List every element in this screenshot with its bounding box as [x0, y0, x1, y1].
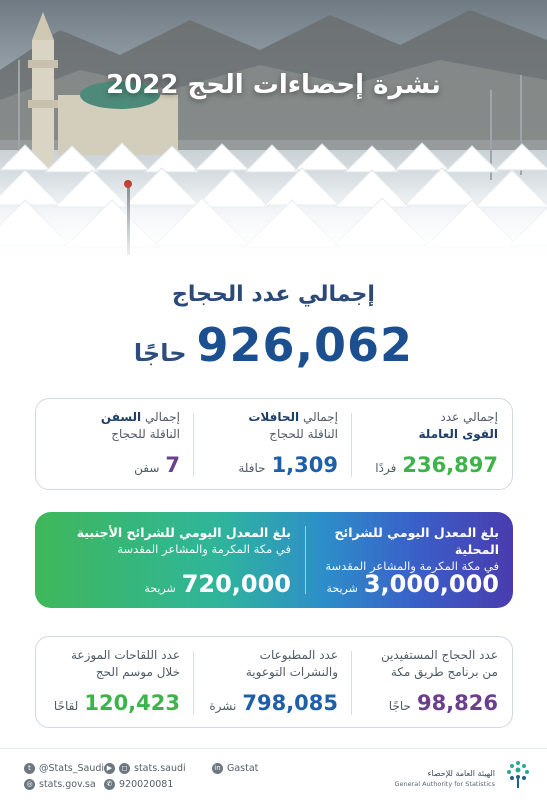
- stat-unit: شريحة: [144, 582, 176, 595]
- stat-value: 236,897: [402, 453, 498, 477]
- footer: [0, 748, 547, 800]
- divider: [305, 526, 306, 594]
- stat-subtitle: في مكة المكرمة والمشاعر المقدسة: [117, 542, 291, 556]
- stat-unit: سفن: [134, 461, 160, 475]
- total-pilgrims-unit: حاجًا: [133, 339, 187, 367]
- stats-card-transport: [35, 398, 513, 490]
- stat-buses: [194, 399, 352, 489]
- phone-link[interactable]: [104, 779, 173, 790]
- stat-label: عدد المطبوعات: [259, 648, 338, 662]
- stat-unit: نشرة: [209, 699, 237, 713]
- gastat-logo: [501, 757, 535, 791]
- instagram-link[interactable]: [104, 763, 186, 774]
- phone-number: 920020081: [119, 779, 174, 790]
- linkedin-handle: Gastat: [227, 763, 259, 774]
- stat-value: 720,000: [181, 570, 291, 598]
- hero-fade-overlay: [0, 180, 547, 270]
- org-name-ar: الهيئة العامة للإحصاء: [427, 769, 495, 778]
- page-title: نشرة إحصاءات الحج 2022: [106, 70, 441, 100]
- stat-unit: حاجًا: [388, 699, 411, 713]
- stat-label-line2: الناقلة للحجاج: [269, 427, 338, 441]
- stat-label: عدد اللقاحات الموزعة: [70, 648, 180, 662]
- stat-local-sims: [305, 512, 513, 608]
- website-link[interactable]: [24, 779, 96, 790]
- stat-title: بلغ المعدل اليومي للشرائح المحلية: [334, 525, 499, 557]
- stat-label-line2: والنشرات التوعوية: [245, 665, 338, 679]
- stat-foreign-sims: [35, 512, 305, 608]
- stat-vaccines: [36, 637, 194, 727]
- globe-icon: ◎: [24, 779, 35, 790]
- stats-card-services: [35, 636, 513, 728]
- org-name-en: General Authority for Statistics: [394, 780, 495, 788]
- twitter-link[interactable]: [24, 763, 104, 774]
- stat-value: 798,085: [242, 691, 338, 715]
- stat-subtitle: في مكة المكرمة والمشاعر المقدسة: [325, 559, 499, 573]
- hero-banner: [0, 0, 547, 270]
- phone-icon: ✆: [104, 779, 115, 790]
- stat-publications: [194, 637, 352, 727]
- linkedin-link[interactable]: [212, 763, 258, 774]
- stat-label: إجمالي: [141, 410, 180, 424]
- stat-title: بلغ المعدل اليومي للشرائح الأجنبية: [76, 525, 291, 540]
- total-pilgrims-value: 926,062: [196, 318, 414, 372]
- sim-cards-card: [35, 512, 513, 608]
- stat-unit: حافلة: [238, 461, 266, 475]
- twitter-icon: t: [24, 763, 35, 774]
- stat-label-line2: الناقلة للحجاج: [111, 427, 180, 441]
- stat-ships: [36, 399, 194, 489]
- stat-label-bold: القوى العاملة: [418, 427, 498, 441]
- stat-value: 7: [165, 453, 180, 477]
- stat-unit: شريحة: [326, 582, 358, 595]
- stat-value: 1,309: [271, 453, 338, 477]
- instagram-handle: stats.saudi: [134, 763, 186, 774]
- stat-label-bold: الحافلات: [248, 410, 300, 424]
- stat-label-bold: السفن: [100, 410, 142, 424]
- total-pilgrims: [0, 318, 547, 372]
- twitter-handle: @Stats_Saudi: [39, 763, 105, 774]
- org-name: [394, 769, 495, 789]
- website-url: stats.gov.sa: [39, 779, 96, 790]
- stat-makkah-route: [352, 637, 512, 727]
- stat-value: 3,000,000: [363, 570, 499, 598]
- instagram-icon: ◻: [119, 763, 130, 774]
- stat-label-line2: من برنامج طريق مكة: [390, 665, 498, 679]
- stat-unit: لقاحًا: [53, 699, 79, 713]
- total-pilgrims-label: إجمالي عدد الحجاج: [172, 282, 375, 307]
- stat-label-line2: خلال موسم الحج: [95, 665, 180, 679]
- linkedin-icon: in: [212, 763, 223, 774]
- stat-label: عدد الحجاج المستفيدين: [380, 648, 498, 662]
- stat-label: إجمالي عدد: [440, 410, 498, 424]
- youtube-icon: ▶: [104, 763, 115, 774]
- stat-unit: فردًا: [375, 461, 397, 475]
- stat-value: 98,826: [416, 691, 498, 715]
- stat-label: إجمالي: [299, 410, 338, 424]
- stat-value: 120,423: [84, 691, 180, 715]
- stat-workforce: [352, 399, 512, 489]
